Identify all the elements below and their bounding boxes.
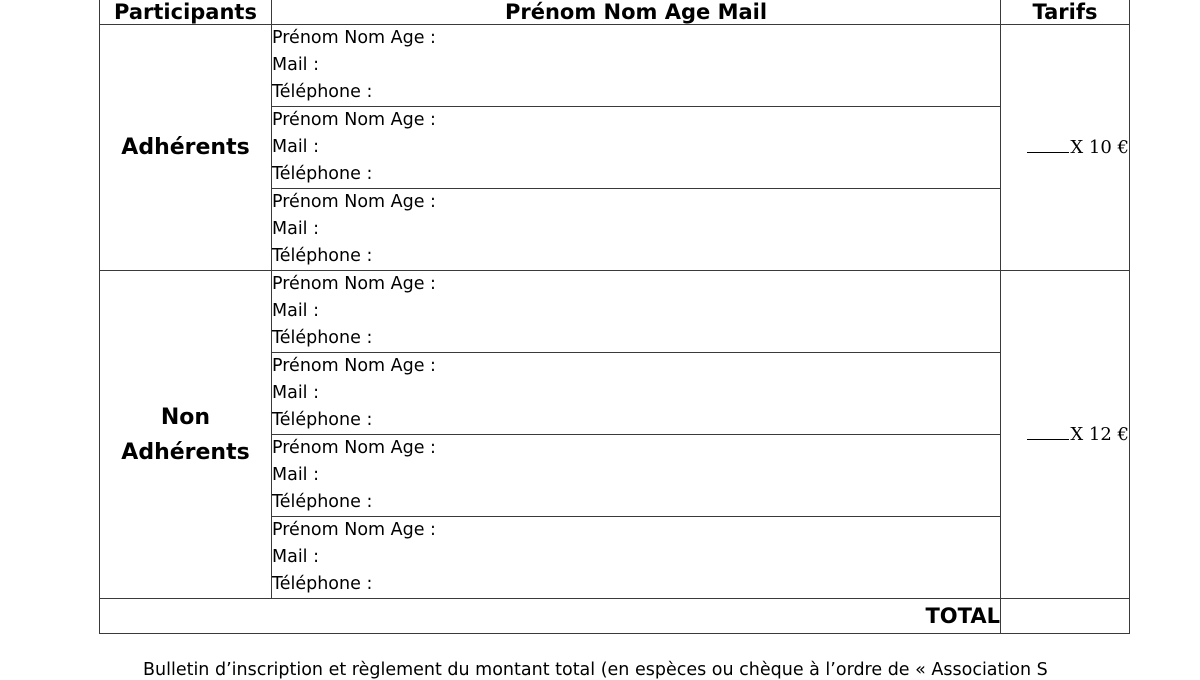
phone-field-label: Téléphone : [272,246,373,266]
phone-field-label: Téléphone : [272,574,373,594]
quantity-blank[interactable] [1027,437,1069,440]
mail-field-label: Mail : [272,55,320,75]
header-tarifs: Tarifs [1001,0,1130,25]
total-label: TOTAL [100,599,1001,634]
mail-field-label: Mail : [272,547,320,567]
participant-entry[interactable] [272,189,1001,271]
mail-field-label: Mail : [272,219,320,239]
identity-field-label: Prénom Nom Age : [272,28,436,48]
participant-entry[interactable] [272,435,1001,517]
identity-field-label: Prénom Nom Age : [272,110,436,130]
total-value-cell[interactable] [1001,599,1130,634]
table-row [100,271,1130,353]
phone-field-label: Téléphone : [272,328,373,348]
phone-field-label: Téléphone : [272,164,373,184]
phone-field-label: Téléphone : [272,492,373,512]
phone-field-label: Téléphone : [272,410,373,430]
identity-field-label: Prénom Nom Age : [272,520,436,540]
footnote-text: Bulletin d’inscription et règlement du montant total (en espèces ou chèque à l’ordre de « Association S [143,660,1048,680]
phone-field-label: Téléphone : [272,82,373,102]
participant-entry[interactable] [272,353,1001,435]
participant-entry[interactable] [272,271,1001,353]
identity-field-label: Prénom Nom Age : [272,192,436,212]
tarif-adherents[interactable]: X 10 € [1001,25,1130,271]
mail-field-label: Mail : [272,137,320,157]
header-participants: Participants [100,0,272,25]
table-header-row [100,0,1130,25]
group-label-non-adherents: Non Adhérents [100,271,272,599]
registration-table [99,0,1130,634]
participant-entry[interactable] [272,107,1001,189]
identity-field-label: Prénom Nom Age : [272,356,436,376]
group-label-adherents: Adhérents [100,25,272,271]
identity-field-label: Prénom Nom Age : [272,274,436,294]
total-row [100,599,1130,634]
identity-field-label: Prénom Nom Age : [272,438,436,458]
header-identity: Prénom Nom Age Mail [272,0,1001,25]
mail-field-label: Mail : [272,301,320,321]
quantity-blank[interactable] [1027,150,1069,153]
participant-entry[interactable] [272,517,1001,599]
mail-field-label: Mail : [272,383,320,403]
table-row [100,25,1130,107]
tarif-non-adherents[interactable]: X 12 € [1001,271,1130,599]
mail-field-label: Mail : [272,465,320,485]
participant-entry[interactable] [272,25,1001,107]
